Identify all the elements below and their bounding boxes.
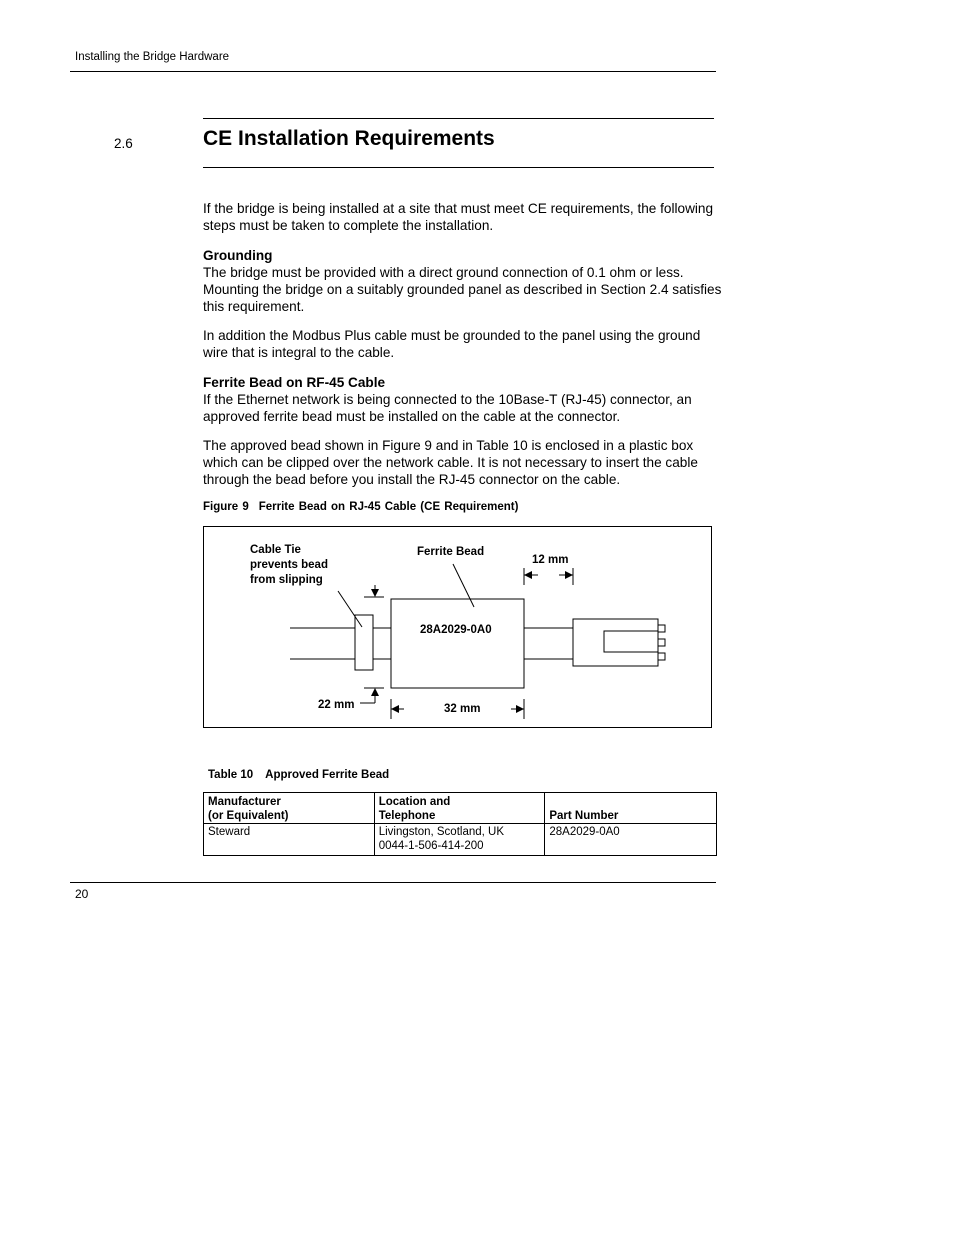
ferrite-para-2: The approved bead shown in Figure 9 and in Table 10 is enclosed in a plastic box which can be clipped over the network cable. It is not necessary to insert the cable through the bead before you install the RJ-45 connector on the cable. xyxy=(203,438,698,487)
grounding-para-1: The bridge must be provided with a direct ground connection of 0.1 ohm or less. Mounting the bridge on a suitably grounded panel as described in Section 2.4 satisfies this requirement. xyxy=(203,265,722,314)
figure-9-diagram xyxy=(203,526,712,728)
table-row xyxy=(204,824,717,856)
ferrite-heading: Ferrite Bead on RF-45 Cable xyxy=(203,375,386,390)
ferrite-bead-label: Ferrite Bead xyxy=(417,546,485,558)
dimension-22mm: 22 mm xyxy=(318,699,355,711)
arrow-22-top xyxy=(371,589,379,597)
section-title: CE Installation Requirements xyxy=(203,127,495,150)
grounding-para-2-block xyxy=(203,327,723,361)
cable-tie-leader xyxy=(338,591,362,627)
rj45-latch xyxy=(604,631,658,652)
figure-label: Figure 9 xyxy=(203,501,249,513)
ferrite-para-2-block xyxy=(203,437,723,488)
footer-rule xyxy=(70,882,716,883)
section-bottom-rule xyxy=(203,167,714,168)
table-label: Table 10 xyxy=(208,769,254,781)
ferrite-para-1: If the Ethernet network is being connected to the 10Base-T (RJ-45) connector, an approved ferrite bead must be installed on the cable at the connector. xyxy=(203,392,692,424)
arrow-22-bottom xyxy=(371,688,379,696)
cell-part-number: 28A2029-0A0 xyxy=(545,824,717,856)
cell-manufacturer: Steward xyxy=(204,824,375,856)
table-header-row xyxy=(204,793,717,824)
table-caption xyxy=(208,769,389,781)
table-title: Approved Ferrite Bead xyxy=(265,769,390,781)
ferrite-bead-body xyxy=(391,599,524,688)
section-top-rule xyxy=(203,118,714,119)
approved-ferrite-bead-table xyxy=(203,792,717,856)
rj45-contact-2 xyxy=(658,639,665,646)
arrow-32-left xyxy=(391,705,399,713)
rj45-contact-3 xyxy=(658,653,665,660)
part-number-label: 28A2029-0A0 xyxy=(420,624,492,636)
grounding-block xyxy=(203,247,723,315)
rj45-connector xyxy=(573,619,658,666)
section-number: 2.6 xyxy=(114,136,133,151)
figure-title: Ferrite Bead on RJ-45 Cable (CE Requirement) xyxy=(258,501,519,513)
arrow-32-right xyxy=(516,705,524,713)
grounding-para-2: In addition the Modbus Plus cable must be grounded to the panel using the ground wire that is integral to the cable. xyxy=(203,328,701,360)
intro-paragraph xyxy=(203,200,723,234)
header-manufacturer: Manufacturer (or Equivalent) xyxy=(204,793,375,824)
cell-location: Livingston, Scotland, UK 0044-1-506-414-200 xyxy=(374,824,545,856)
dimension-12mm: 12 mm xyxy=(532,554,569,566)
header-part-number: Part Number xyxy=(545,793,717,824)
header-rule xyxy=(70,71,716,72)
dimension-32mm: 32 mm xyxy=(444,703,481,715)
cable-tie-label: Cable Tie prevents bead from slipping xyxy=(250,544,328,586)
intro-text: If the bridge is being installed at a site that must meet CE requirements, the following steps must be taken to complete the installation. xyxy=(203,201,714,233)
figure-caption xyxy=(203,501,518,513)
cable-tie xyxy=(355,615,373,670)
grounding-heading: Grounding xyxy=(203,248,273,263)
arrow-12-right xyxy=(565,571,573,579)
running-head: Installing the Bridge Hardware xyxy=(75,51,230,63)
page-number: 20 xyxy=(75,887,89,901)
rj45-contact-1 xyxy=(658,625,665,632)
ferrite-block xyxy=(203,374,723,425)
header-location: Location and Telephone xyxy=(374,793,545,824)
arrow-12-left xyxy=(524,571,532,579)
ferrite-bead-leader xyxy=(453,564,474,607)
